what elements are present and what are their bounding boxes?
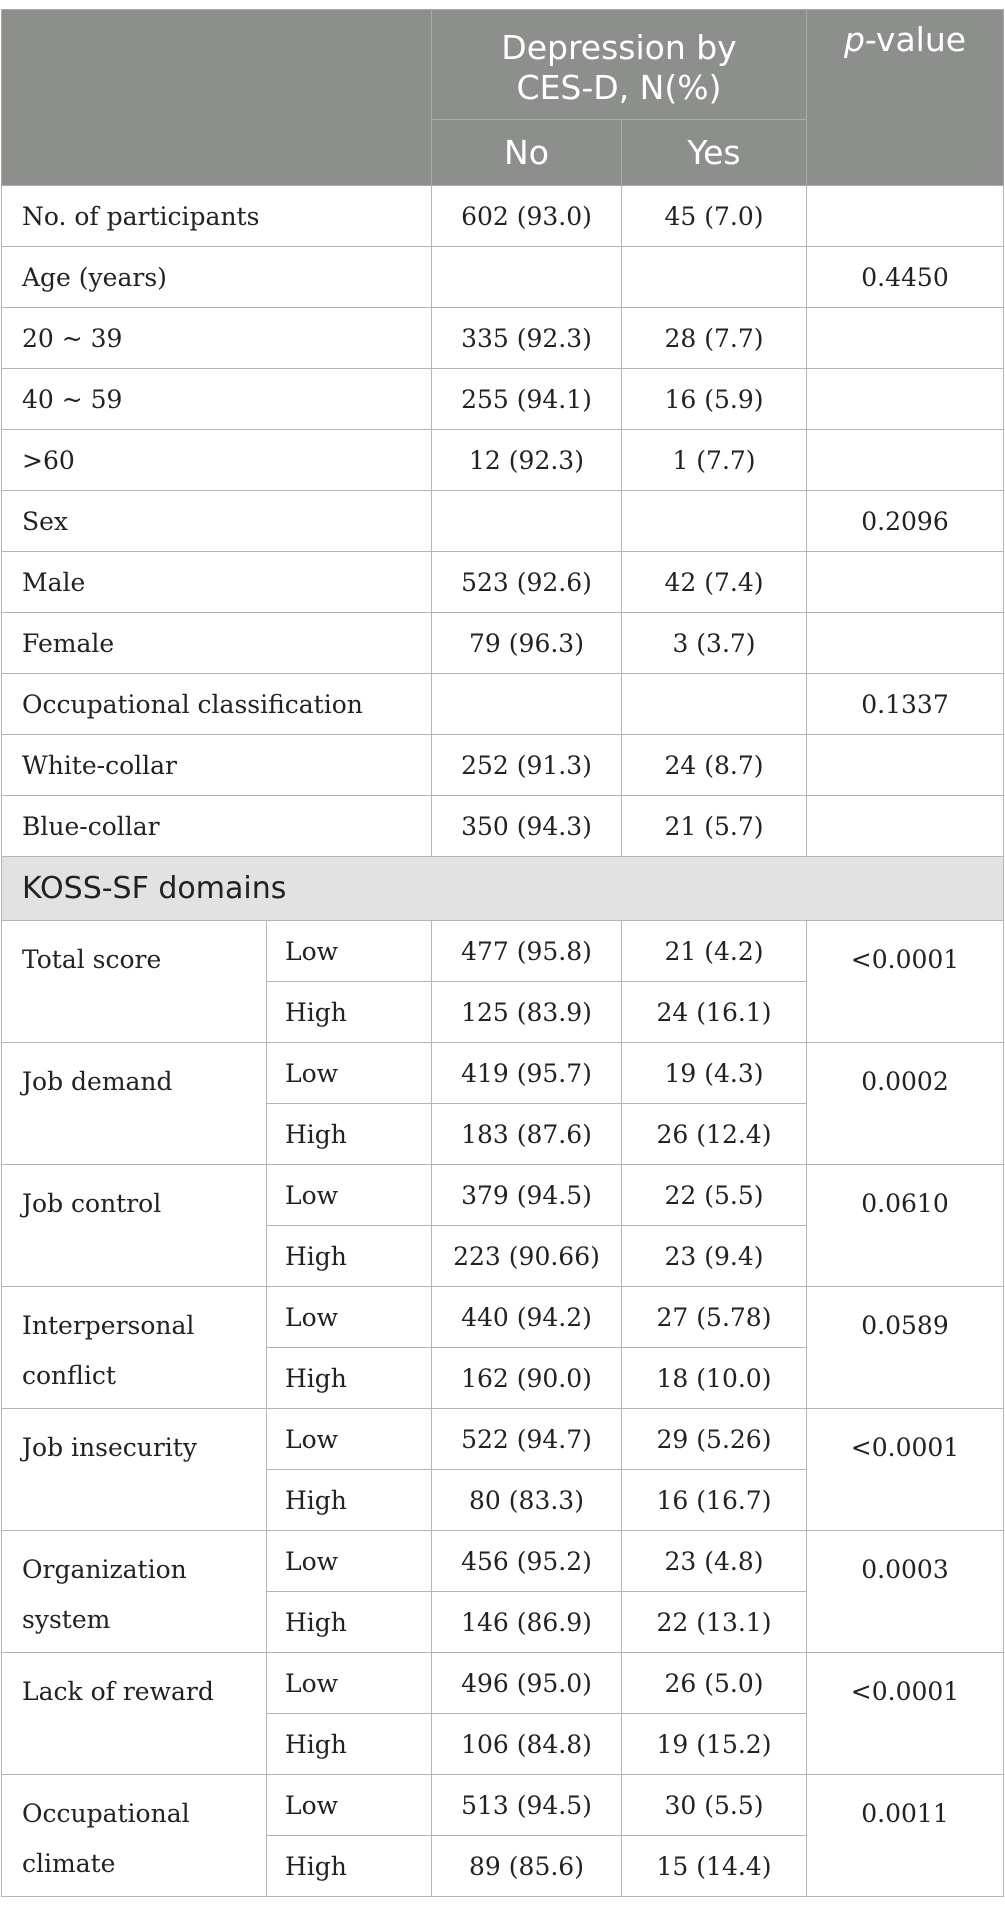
cell-no: 252 (91.3)	[432, 735, 622, 796]
row-label: >60	[2, 430, 432, 491]
header-group-line2: CES-D, N(%)	[516, 67, 722, 107]
cell-yes: 16 (5.9)	[622, 369, 807, 430]
cell-no: 183 (87.6)	[432, 1104, 622, 1165]
level-high: High	[267, 1836, 432, 1897]
cell-p-value	[807, 430, 1004, 491]
cell-yes: 19 (4.3)	[622, 1043, 807, 1104]
cell-yes: 3 (3.7)	[622, 613, 807, 674]
domain-rows	[2, 921, 1004, 1897]
cell-no: 456 (95.2)	[432, 1531, 622, 1592]
cell-yes: 21 (4.2)	[622, 921, 807, 982]
domain-p-value: 0.0002	[807, 1043, 1004, 1165]
level-low: Low	[267, 1775, 432, 1836]
level-low: Low	[267, 1409, 432, 1470]
level-low: Low	[267, 1043, 432, 1104]
domain-row-low	[2, 1775, 1004, 1836]
table-header	[2, 10, 1004, 186]
cell-yes	[622, 491, 807, 552]
level-high: High	[267, 1714, 432, 1775]
domain-label: Job insecurity	[2, 1409, 267, 1531]
cell-no: 513 (94.5)	[432, 1775, 622, 1836]
domain-label: Job control	[2, 1165, 267, 1287]
table-row	[2, 186, 1004, 247]
cell-no: 440 (94.2)	[432, 1287, 622, 1348]
cell-no: 106 (84.8)	[432, 1714, 622, 1775]
cell-yes: 21 (5.7)	[622, 796, 807, 857]
cell-yes: 22 (13.1)	[622, 1592, 807, 1653]
cell-yes: 18 (10.0)	[622, 1348, 807, 1409]
cell-p-value	[807, 369, 1004, 430]
row-label: No. of participants	[2, 186, 432, 247]
row-label: Sex	[2, 491, 432, 552]
cell-yes: 16 (16.7)	[622, 1470, 807, 1531]
domain-label: Occupational climate	[2, 1775, 267, 1897]
domain-row-low	[2, 1165, 1004, 1226]
table-row	[2, 247, 1004, 308]
cell-no: 162 (90.0)	[432, 1348, 622, 1409]
domain-row-low	[2, 1531, 1004, 1592]
cell-no: 146 (86.9)	[432, 1592, 622, 1653]
level-high: High	[267, 1592, 432, 1653]
domain-p-value: <0.0001	[807, 921, 1004, 1043]
cell-no: 379 (94.5)	[432, 1165, 622, 1226]
domain-label: Lack of reward	[2, 1653, 267, 1775]
header-p-italic: p	[843, 20, 865, 59]
header-p-rest: -value	[864, 20, 967, 59]
level-low: Low	[267, 1653, 432, 1714]
domain-p-value: <0.0001	[807, 1653, 1004, 1775]
row-label: Male	[2, 552, 432, 613]
header-empty-cell	[2, 10, 432, 186]
domain-p-value: 0.0011	[807, 1775, 1004, 1897]
table-row	[2, 552, 1004, 613]
cell-no: 12 (92.3)	[432, 430, 622, 491]
cell-no	[432, 674, 622, 735]
basic-rows	[2, 186, 1004, 857]
cell-yes: 1 (7.7)	[622, 430, 807, 491]
domain-p-value: <0.0001	[807, 1409, 1004, 1531]
cell-no: 419 (95.7)	[432, 1043, 622, 1104]
cell-p-value	[807, 796, 1004, 857]
level-low: Low	[267, 1531, 432, 1592]
table-row	[2, 796, 1004, 857]
header-p-value	[807, 10, 1004, 186]
cell-yes: 24 (16.1)	[622, 982, 807, 1043]
domain-p-value: 0.0610	[807, 1165, 1004, 1287]
domain-p-value: 0.0003	[807, 1531, 1004, 1653]
cell-p-value: 0.1337	[807, 674, 1004, 735]
cell-no: 223 (90.66)	[432, 1226, 622, 1287]
cell-yes: 30 (5.5)	[622, 1775, 807, 1836]
cell-p-value	[807, 552, 1004, 613]
level-high: High	[267, 982, 432, 1043]
section-koss-sf: KOSS-SF domains	[2, 857, 1004, 921]
header-col-yes: Yes	[622, 120, 807, 186]
row-label: Age (years)	[2, 247, 432, 308]
depression-table	[1, 9, 1004, 1897]
domain-p-value: 0.0589	[807, 1287, 1004, 1409]
level-high: High	[267, 1348, 432, 1409]
cell-yes: 26 (5.0)	[622, 1653, 807, 1714]
cell-yes: 27 (5.78)	[622, 1287, 807, 1348]
cell-yes: 45 (7.0)	[622, 186, 807, 247]
table-row	[2, 674, 1004, 735]
cell-yes: 23 (4.8)	[622, 1531, 807, 1592]
domain-label: Total score	[2, 921, 267, 1043]
cell-p-value	[807, 735, 1004, 796]
table-row	[2, 369, 1004, 430]
level-high: High	[267, 1470, 432, 1531]
cell-no: 80 (83.3)	[432, 1470, 622, 1531]
domain-label: Organization system	[2, 1531, 267, 1653]
cell-no: 496 (95.0)	[432, 1653, 622, 1714]
level-low: Low	[267, 921, 432, 982]
header-col-no: No	[432, 120, 622, 186]
cell-p-value: 0.2096	[807, 491, 1004, 552]
cell-yes	[622, 247, 807, 308]
cell-no: 255 (94.1)	[432, 369, 622, 430]
level-low: Low	[267, 1165, 432, 1226]
table-row	[2, 491, 1004, 552]
cell-no	[432, 247, 622, 308]
row-label: Blue-collar	[2, 796, 432, 857]
domain-row-low	[2, 921, 1004, 982]
domain-row-low	[2, 1653, 1004, 1714]
row-label: 20 ~ 39	[2, 308, 432, 369]
cell-p-value	[807, 308, 1004, 369]
cell-no	[432, 491, 622, 552]
level-high: High	[267, 1226, 432, 1287]
cell-no: 89 (85.6)	[432, 1836, 622, 1897]
cell-p-value: 0.4450	[807, 247, 1004, 308]
table-row	[2, 430, 1004, 491]
cell-p-value	[807, 613, 1004, 674]
cell-p-value	[807, 186, 1004, 247]
cell-yes: 15 (14.4)	[622, 1836, 807, 1897]
row-label: Occupational classification	[2, 674, 432, 735]
cell-no: 350 (94.3)	[432, 796, 622, 857]
cell-no: 523 (92.6)	[432, 552, 622, 613]
table-row	[2, 308, 1004, 369]
cell-yes: 19 (15.2)	[622, 1714, 807, 1775]
cell-no: 335 (92.3)	[432, 308, 622, 369]
cell-yes: 26 (12.4)	[622, 1104, 807, 1165]
row-label: Female	[2, 613, 432, 674]
domain-row-low	[2, 1409, 1004, 1470]
domain-label: Job demand	[2, 1043, 267, 1165]
table-row	[2, 613, 1004, 674]
row-label: 40 ~ 59	[2, 369, 432, 430]
cell-yes: 28 (7.7)	[622, 308, 807, 369]
level-low: Low	[267, 1287, 432, 1348]
cell-yes	[622, 674, 807, 735]
domain-row-low	[2, 1287, 1004, 1348]
section-row-group	[2, 857, 1004, 921]
cell-yes: 24 (8.7)	[622, 735, 807, 796]
cell-no: 522 (94.7)	[432, 1409, 622, 1470]
header-group-line1: Depression by	[501, 27, 737, 67]
cell-no: 477 (95.8)	[432, 921, 622, 982]
cell-no: 79 (96.3)	[432, 613, 622, 674]
cell-yes: 23 (9.4)	[622, 1226, 807, 1287]
cell-yes: 42 (7.4)	[622, 552, 807, 613]
level-high: High	[267, 1104, 432, 1165]
domain-row-low	[2, 1043, 1004, 1104]
header-group-depression	[432, 10, 807, 120]
domain-label: Interpersonal conflict	[2, 1287, 267, 1409]
cell-yes: 29 (5.26)	[622, 1409, 807, 1470]
cell-yes: 22 (5.5)	[622, 1165, 807, 1226]
cell-no: 125 (83.9)	[432, 982, 622, 1043]
table-row	[2, 735, 1004, 796]
row-label: White-collar	[2, 735, 432, 796]
cell-no: 602 (93.0)	[432, 186, 622, 247]
